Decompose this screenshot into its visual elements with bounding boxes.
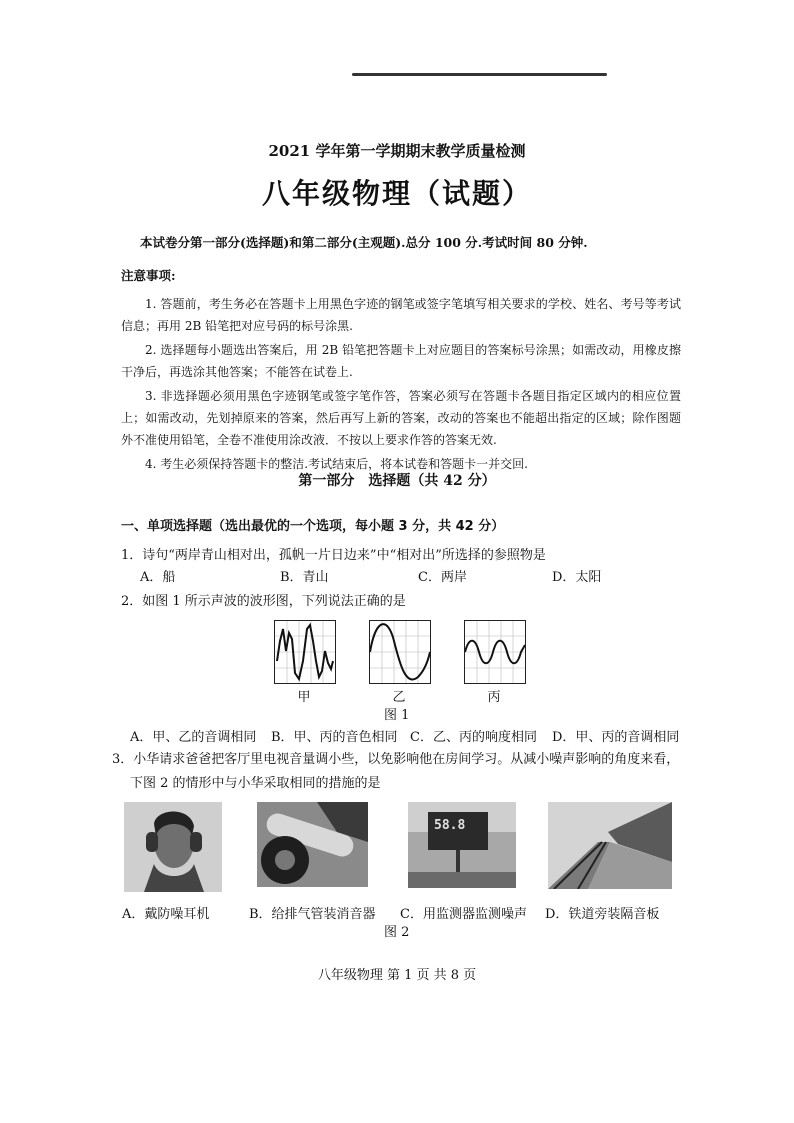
photo-noise-monitor xyxy=(408,802,516,888)
option-a: A．甲、乙的音调相同 xyxy=(130,730,257,745)
figure-2-caption: 图 2 xyxy=(384,925,410,940)
photo-label-a: A．戴防噪耳机 xyxy=(122,907,210,922)
photo-headphones xyxy=(124,802,222,892)
notice-item: 2. 选择题每小题选出答案后，用 2B 铅笔把答题卡上对应题目的答案标号涂黑；如需改动，用橡皮擦干净后，再选涂其他答案；不能答在试卷上. xyxy=(121,343,681,379)
question-3-stem-line1: 3．小华请求爸爸把客厅里电视音量调小些，以免影响他在房间学习。从减小噪声影响的角度来看， xyxy=(112,752,680,767)
wave-label-jia: 甲 xyxy=(297,690,311,705)
photo-muffler xyxy=(257,802,368,887)
option-d: D．甲、丙的音调相同 xyxy=(552,730,680,745)
part1-title: 第一部分 选择题（共 42 分） xyxy=(298,473,496,489)
page-footer: 八年级物理 第 1 页 共 8 页 xyxy=(317,968,477,983)
waveform-jia xyxy=(274,620,336,684)
option-c: C．两岸 xyxy=(418,570,467,585)
option-c: C．乙、丙的响度相同 xyxy=(410,730,537,745)
option-b: B．甲、丙的音色相同 xyxy=(271,730,398,745)
photo-label-b: B．给排气管装消音器 xyxy=(249,907,376,922)
question-2-stem: 2．如图 1 所示声波的波形图，下列说法正确的是 xyxy=(121,594,406,609)
notice-item: 4. 考生必须保持答题卡的整洁.考试结束后，将本试卷和答题卡一并交回. xyxy=(145,457,528,471)
waveform-bing xyxy=(464,620,526,684)
monitor-reading: 58.8 xyxy=(434,818,466,833)
photo-railway-barrier xyxy=(548,802,672,889)
option-b: B．青山 xyxy=(280,570,329,585)
notice-item: 3. 非选择题必须用黑色字迹钢笔或签字笔作答，答案必须写在答题卡各题目指定区域内的相应位置上；如需改动，先划掉原来的答案，然后再写上新的答案，改动的答案也不能超出指定的区域；除作图题外不准使用铅笔，全卷不准使用涂改液．不按以上要求作答的答案无效. xyxy=(121,389,681,447)
notice-item: 1. 答题前，考生务必在答题卡上用黑色字迹的钢笔或签字笔填写相关要求的学校、姓名、考号等考试信息；再用 2B 铅笔把对应号码的标号涂黑. xyxy=(121,297,681,333)
exam-period: 2021 学年第一学期期末教学质量检测 xyxy=(268,142,526,160)
scan-artifact-line xyxy=(352,73,607,76)
photo-label-d: D．铁道旁装隔音板 xyxy=(545,907,660,922)
notice-heading: 注意事项: xyxy=(121,268,176,283)
option-d: D．太阳 xyxy=(552,570,602,585)
option-a: A．船 xyxy=(140,570,176,585)
exam-intro: 本试卷分第一部分(选择题)和第二部分(主观题).总分 100 分.考试时间 80 分钟. xyxy=(140,235,588,250)
wave-label-yi: 乙 xyxy=(392,690,406,705)
figure-1-caption: 图 1 xyxy=(384,708,410,723)
section-heading: 一、单项选择题（选出最优的一个选项，每小题 3 分，共 42 分） xyxy=(121,519,505,534)
photo-label-c: C．用监测器监测噪声 xyxy=(400,907,527,922)
wave-label-bing: 丙 xyxy=(487,690,501,705)
question-3-stem-line2: 下图 2 的情形中与小华采取相同的措施的是 xyxy=(130,776,381,791)
page-title: 八年级物理（试题） xyxy=(261,177,532,210)
notice-list xyxy=(121,293,681,477)
waveform-yi xyxy=(369,620,431,684)
question-1-stem: 1．诗句“两岸青山相对出，孤帆一片日边来”中“相对出”所选择的参照物是 xyxy=(121,548,546,563)
